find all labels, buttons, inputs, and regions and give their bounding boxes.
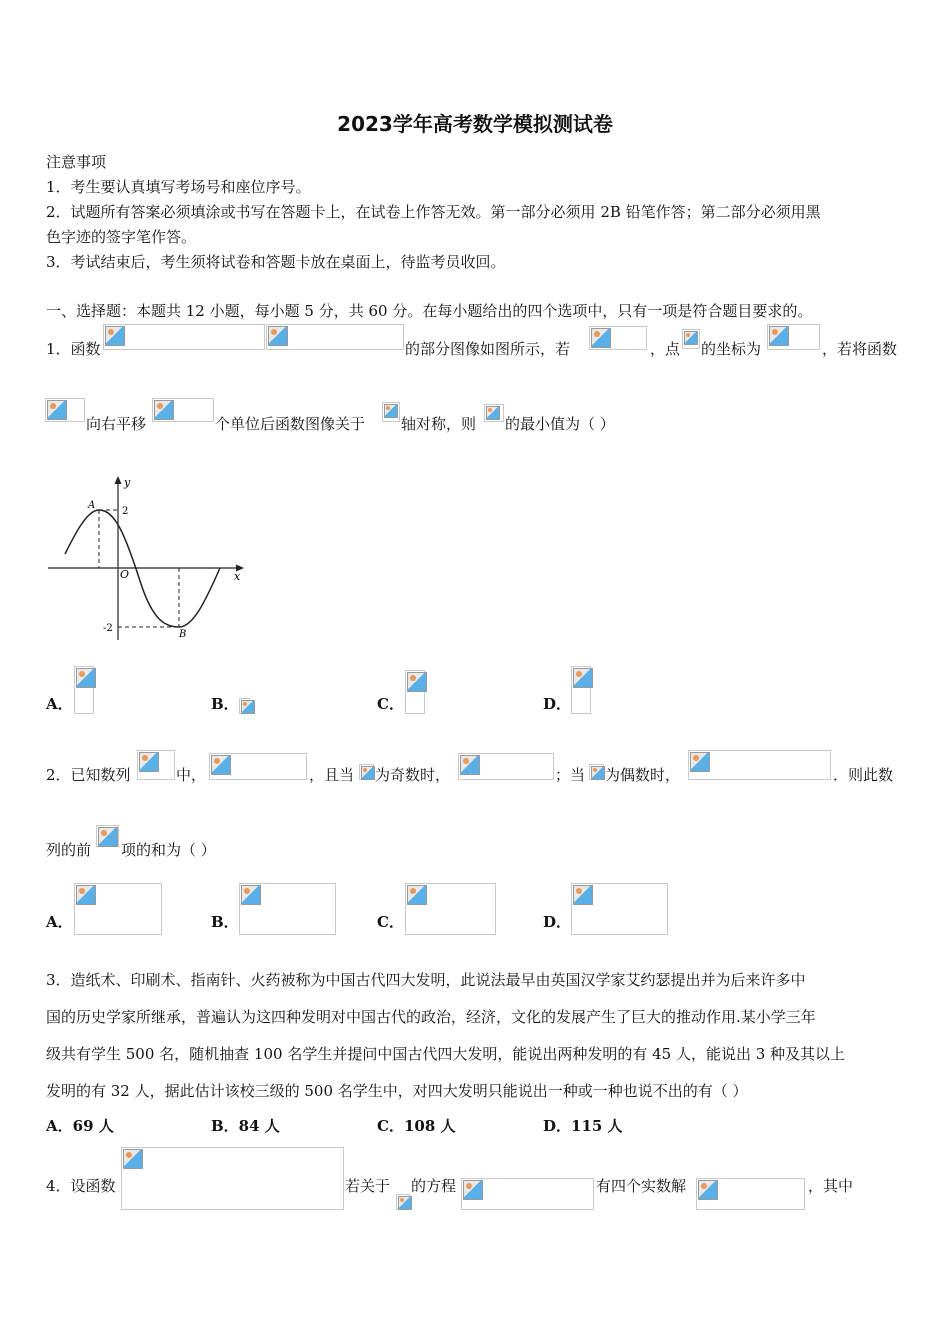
formula-image xyxy=(103,324,265,350)
formula-image xyxy=(359,764,374,780)
q2-option-d[interactable]: D． xyxy=(543,913,572,931)
formula-image xyxy=(137,750,175,780)
q3-option-c[interactable]: C．108 人 xyxy=(377,1117,456,1135)
x-axis-label: x xyxy=(234,570,241,583)
formula-image xyxy=(121,1147,344,1210)
q2-option-a[interactable]: A． xyxy=(46,913,73,931)
tick-label-2: 2 xyxy=(122,506,129,517)
formula-image xyxy=(571,883,668,935)
q1-option-a[interactable]: A． xyxy=(46,695,73,713)
formula-image xyxy=(682,329,700,349)
formula-image xyxy=(484,404,504,422)
q1-option-b[interactable]: B． xyxy=(211,695,239,713)
notice-heading: 注意事项 xyxy=(46,153,107,171)
formula-image xyxy=(688,750,831,780)
y-axis-label: y xyxy=(124,476,131,489)
formula-image xyxy=(405,883,496,935)
sine-graph-figure xyxy=(45,472,250,642)
formula-image xyxy=(239,698,250,714)
formula-image xyxy=(396,1194,410,1210)
q2-text: ，且当 xyxy=(309,766,355,784)
formula-image xyxy=(405,670,425,714)
q1-text: ，点 xyxy=(650,340,681,358)
q1-text: 的部分图像如图所示，若 xyxy=(405,340,571,358)
q1-text: ，若将函数 xyxy=(822,340,898,358)
formula-image xyxy=(45,398,85,422)
q4-text: ，其中 xyxy=(808,1177,854,1195)
q3-option-b[interactable]: B．84 人 xyxy=(211,1117,280,1135)
q2-option-c[interactable]: C． xyxy=(377,913,404,931)
notice-item-3: 3．考试结束后，考生须将试卷和答题卡放在桌面上，待监考员收回。 xyxy=(46,253,506,271)
notice-item-2-cont: 色字迹的签字笔作答。 xyxy=(46,228,197,246)
q3-option-d[interactable]: D．115 人 xyxy=(543,1117,623,1135)
formula-image xyxy=(209,753,307,780)
notice-item-1: 1．考生要认真填写考场号和座位序号。 xyxy=(46,178,311,196)
q2-text: 列的前 xyxy=(46,841,92,859)
formula-image xyxy=(74,666,94,714)
q1-option-c[interactable]: C． xyxy=(377,695,404,713)
q4-number: 4．设函数 xyxy=(46,1177,116,1195)
q3-option-a[interactable]: A．69 人 xyxy=(46,1117,114,1135)
q3-line: 3．造纸术、印刷术、指南针、火药被称为中国古代四大发明，此说法最早由英国汉学家艾约瑟提出并为后来许多中 xyxy=(46,971,806,989)
q4-text: 若关于 xyxy=(345,1177,391,1195)
q2-text: 中， xyxy=(176,766,207,784)
q2-text: 项的和为（ ） xyxy=(121,841,216,859)
formula-image xyxy=(266,324,404,350)
q1-option-d[interactable]: D． xyxy=(543,695,572,713)
q2-text: 为偶数时， xyxy=(605,766,681,784)
q3-line: 发明的有 32 人，据此估计该校三级的 500 名学生中，对四大发明只能说出一种或一种也说不出的有（ ） xyxy=(46,1082,748,1100)
q2-option-b[interactable]: B． xyxy=(211,913,239,931)
point-b-label: B xyxy=(179,629,187,640)
q2-text: ．则此数 xyxy=(833,766,894,784)
q3-line: 国的历史学家所继承，普遍认为这四种发明对中国古代的政治，经济，文化的发展产生了巨大的推动作用.某小学三年 xyxy=(46,1008,816,1026)
formula-image xyxy=(696,1178,805,1210)
q1-text: 个单位后函数图像关于 xyxy=(215,415,366,433)
formula-image xyxy=(152,398,214,422)
q1-text: 轴对称，则 xyxy=(401,415,477,433)
q4-text: 的方程 xyxy=(411,1177,457,1195)
q1-text: 向右平移 xyxy=(86,415,147,433)
notice-item-2: 2．试题所有答案必须填涂或书写在答题卡上，在试卷上作答无效。第一部分必须用 2B 铅笔作答；第二部分必须用黑 xyxy=(46,203,821,221)
q1-number: 1．函数 xyxy=(46,340,101,358)
formula-image xyxy=(96,825,119,847)
formula-image xyxy=(458,753,554,780)
formula-image xyxy=(571,666,591,714)
formula-image xyxy=(239,883,336,935)
y-axis-arrow xyxy=(115,476,122,484)
origin-label: O xyxy=(120,568,130,581)
q1-text: 的坐标为 xyxy=(701,340,762,358)
tick-label-neg2: -2 xyxy=(103,623,113,634)
page-title: 2023学年高考数学模拟测试卷 xyxy=(337,112,613,136)
formula-image xyxy=(461,1178,594,1210)
q3-line: 级共有学生 500 名，随机抽查 100 名学生并提问中国古代四大发明，能说出两种发明的有 45 人，能说出 3 种及其以上 xyxy=(46,1045,846,1063)
q2-text: ；当 xyxy=(555,766,586,784)
formula-image xyxy=(589,764,604,780)
section-heading: 一、选择题：本题共 12 小题，每小题 5 分，共 60 分。在每小题给出的四个选项中，只有一项是符合题目要求的。 xyxy=(46,302,813,320)
point-a-label: A xyxy=(88,500,96,511)
q2-text: 为奇数时， xyxy=(375,766,451,784)
formula-image xyxy=(589,326,647,350)
q1-text: 的最小值为（ ） xyxy=(505,415,615,433)
formula-image xyxy=(382,402,400,422)
q2-number: 2．已知数列 xyxy=(46,766,131,784)
formula-image xyxy=(767,324,820,350)
formula-image xyxy=(74,883,162,935)
q4-text: 有四个实数解 xyxy=(596,1177,687,1195)
